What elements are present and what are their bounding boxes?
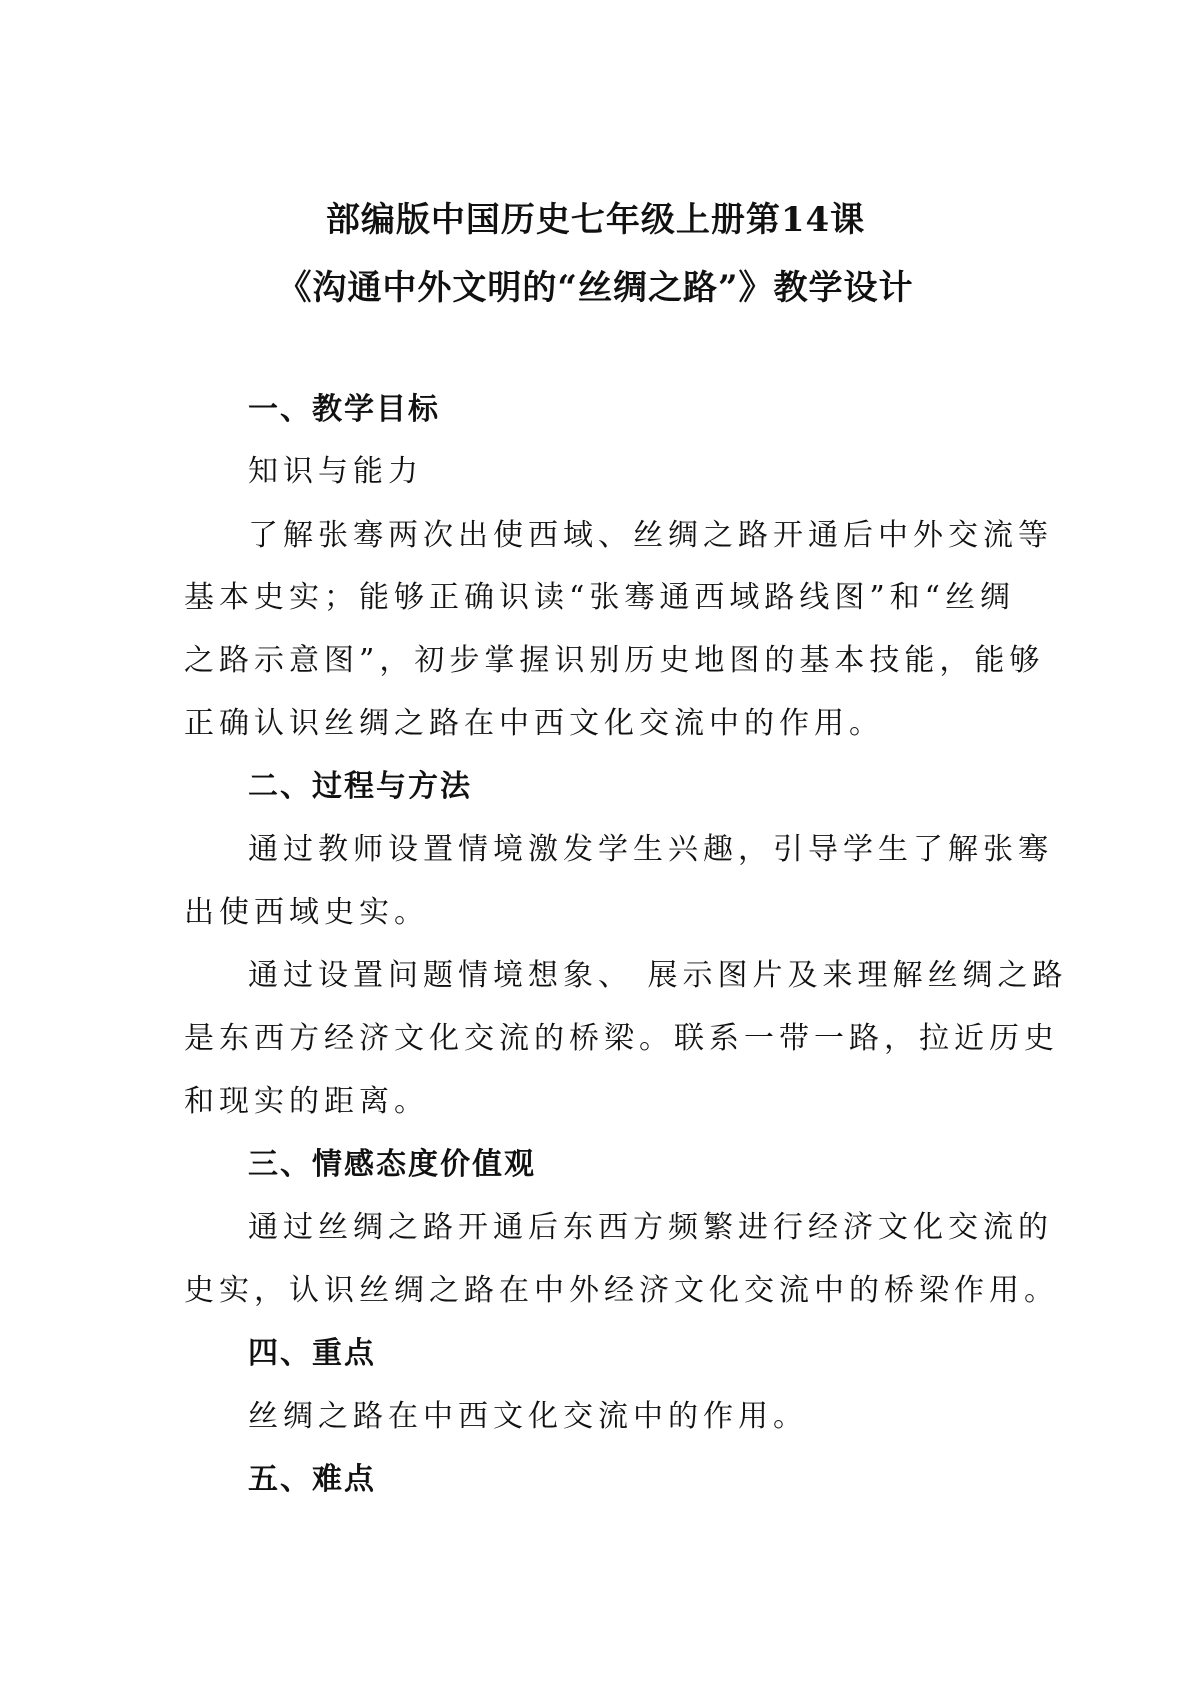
paragraph-line: 史实，认识丝绸之路在中外经济文化交流中的桥梁作用。 [184,1273,1059,1308]
paragraph-line: 通过丝绸之路开通后东西方频繁进行经济文化交流的 [248,1210,1053,1245]
document-title-line-1: 部编版中国历史七年级上册第14课 [325,200,866,240]
paragraph-line: 和现实的距离。 [184,1084,429,1119]
paragraph-line: 了解张骞两次出使西域、丝绸之路开通后中外交流等 [248,518,1053,553]
section-heading-process-method: 二、过程与方法 [248,769,472,804]
paragraph-line: 通过教师设置情境激发学生兴趣，引导学生了解张骞 [248,832,1053,867]
section-heading-key-points: 四、重点 [248,1336,376,1371]
section-heading-emotion-values: 三、情感态度价值观 [248,1147,536,1182]
paragraph-line: 丝绸之路在中西文化交流中的作用。 [248,1399,808,1434]
paragraph-line: 是东西方经济文化交流的桥梁。联系一带一路，拉近历史 [184,1021,1059,1056]
section-heading-teaching-goals: 一、教学目标 [248,392,440,427]
paragraph-line: 基本史实；能够正确识读“张骞通西域路线图”和“丝绸 [184,580,1016,615]
paragraph-line: 通过设置问题情境想象、 展示图片及来理解丝绸之路 [248,958,1068,993]
paragraph-line: 之路示意图”，初步掌握识别历史地图的基本技能，能够 [184,643,1045,678]
paragraph-line: 正确认识丝绸之路在中西文化交流中的作用。 [184,706,884,741]
section-heading-difficulties: 五、难点 [248,1462,376,1497]
document-title-line-2: 《沟通中外文明的“丝绸之路”》教学设计 [277,268,914,308]
paragraph-line: 出使西域史实。 [184,895,429,930]
subheading-knowledge-ability: 知识与能力 [248,454,423,489]
